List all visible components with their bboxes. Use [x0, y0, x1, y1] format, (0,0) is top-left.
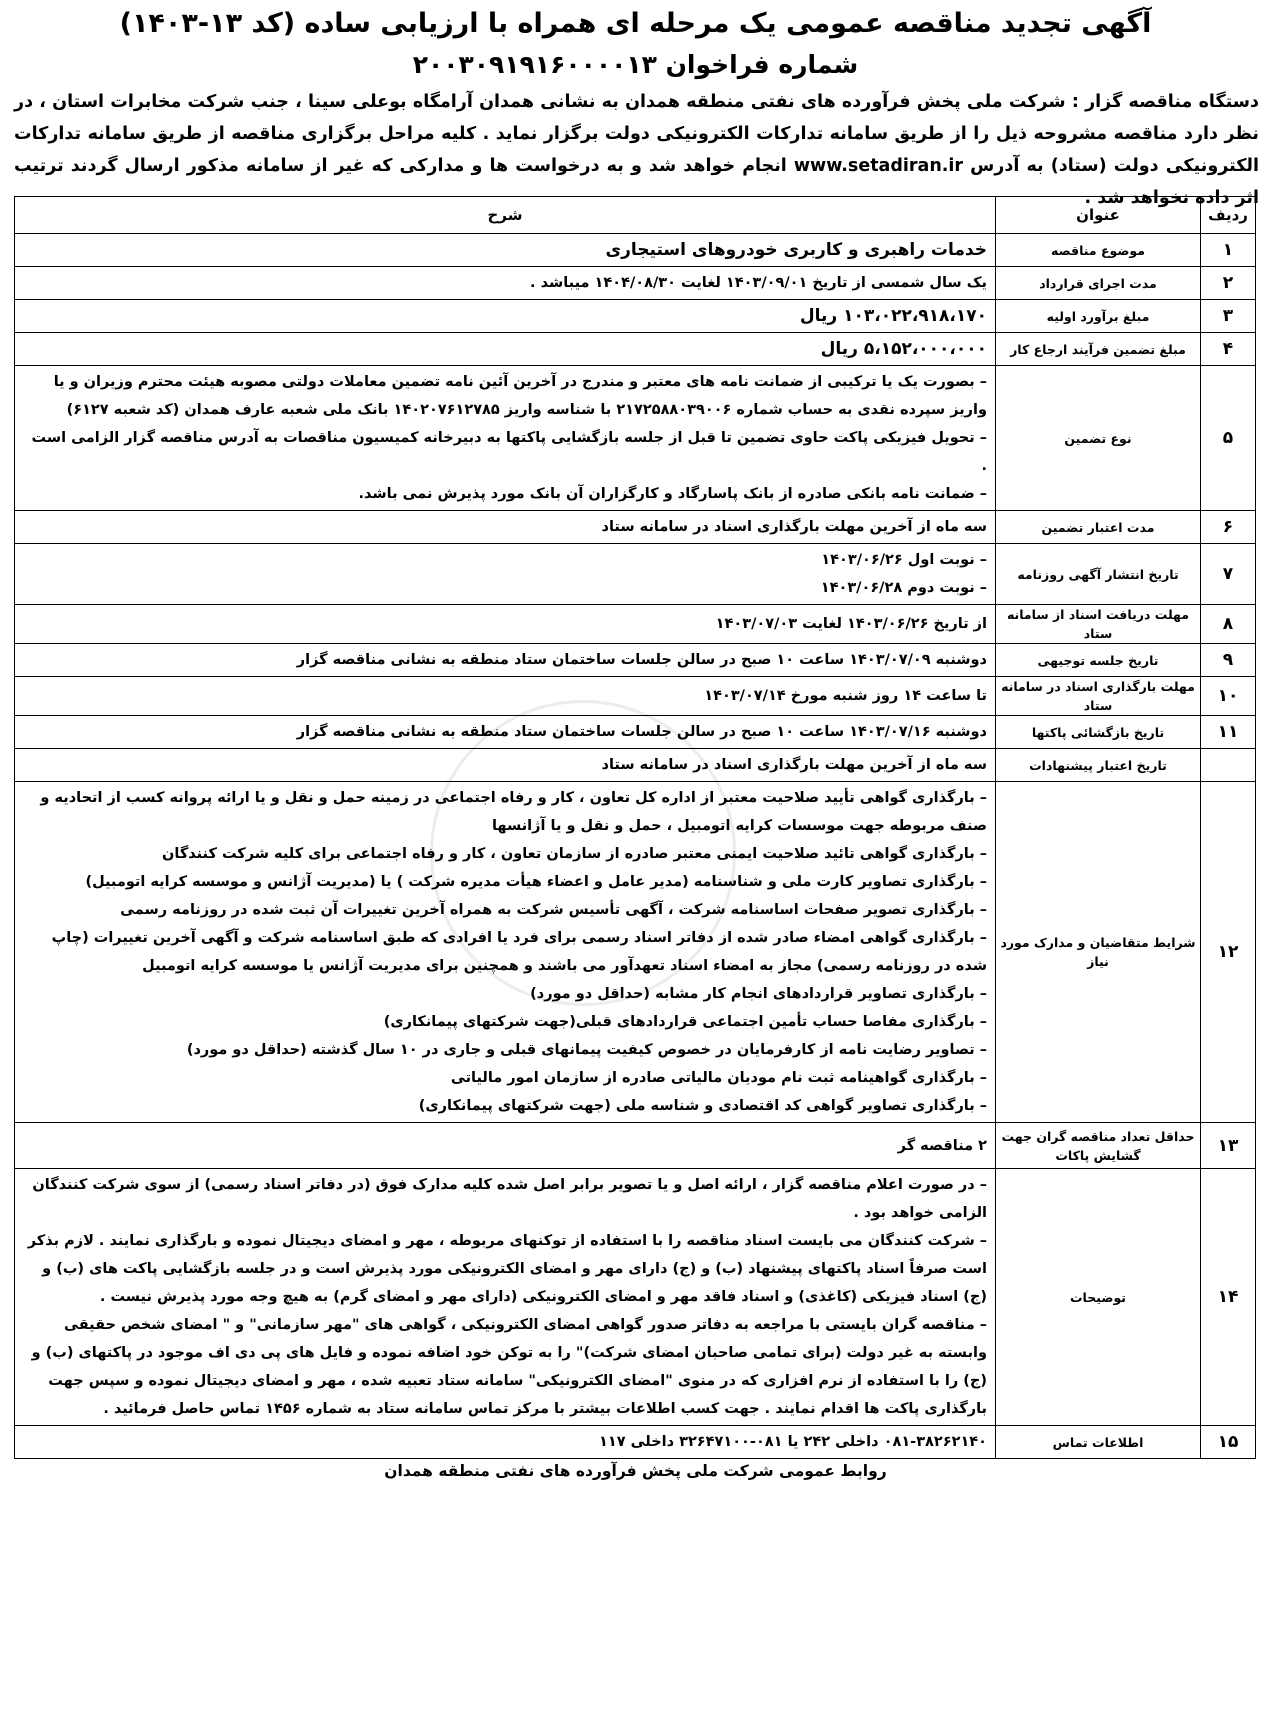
- table-row: [15, 644, 1256, 677]
- description-line: – بارگذاری تصویر صفحات اساسنامه شرکت ، آگهی تأسیس شرکت به همراه آخرین تغییرات آن ثبت شده در روزنامه رسمی: [120, 902, 987, 918]
- table-row: [15, 782, 1256, 1123]
- row-title: تاریخ بازگشائی پاکتها: [996, 716, 1201, 749]
- header-description: شرح: [15, 197, 996, 234]
- table-row: [15, 716, 1256, 749]
- table-row: [15, 234, 1256, 267]
- description-line: – تصاویر رضایت نامه از کارفرمایان در خصوص کیفیت پیمانهای قبلی و جاری در ۱۰ سال گذشته (حداقل دو مورد): [186, 1042, 987, 1058]
- row-number: ۹: [1201, 644, 1256, 677]
- description-line: – تحویل فیزیکی پاکت حاوی تضمین تا قبل از جلسه بازگشایی پاکتها به دبیرخانه کمیسیون مناقصات به آدرس مناقصه گزار الزامی است .: [31, 430, 987, 474]
- description-line: – بارگذاری گواهینامه ثبت نام مودیان مالیاتی صادره از سازمان امور مالیاتی: [450, 1070, 987, 1086]
- table-row: [15, 511, 1256, 544]
- row-title: توضیحات: [996, 1169, 1201, 1426]
- row-description: [15, 1169, 996, 1426]
- table-row: [15, 749, 1256, 782]
- description-line: – شرکت کنندگان می بایست اسناد مناقصه را با استفاده از توکنهای مربوطه ، مهر و امضای دیجیتال نموده و بارگذاری نمایند . لازم بذکر است صرفاً اسناد پاکتهای پیشنهاد (ب) و (ج) دارای مهر و امضای الکترونیکی مورد پذیرش است و در جلسه بازگشایی پاکت های (ب) و (ج) اسناد فیزیکی (کاغذی) و اسناد فاقد مهر و امضای الکترونیکی (دارای مهر و امضای گرم) به هیچ وجه مورد پذیرش نیست .: [27, 1233, 987, 1305]
- intro-paragraph: دستگاه مناقصه گزار : شرکت ملی پخش فرآورده های نفتی منطقه همدان به نشانی همدان آرامگاه بوعلی سینا ، جنب شرکت مخابرات استان ، در نظر دارد مناقصه مشروحه ذیل را از طریق سامانه تدارکات الکترونیکی دولت برگزار نماید . کلیه مراحل برگزاری مناقصه از طریق سامانه تدارکات الکترونیکی دولت (ستاد) به آدرس www.setadiran.ir انجام خواهد شد و به درخواست ها و مدارکی که غیر از سامانه مذکور ارسال گردند ترتیب اثر داده نخواهد شد .: [14, 92, 1259, 208]
- row-title: تاریخ اعتبار پیشنهادات: [996, 749, 1201, 782]
- notice-title: آگهی تجدید مناقصه عمومی یک مرحله ای همراه با ارزیابی ساده (کد ۱۳-۱۴۰۳): [119, 8, 1152, 39]
- table-row: [15, 544, 1256, 605]
- description-line: – در صورت اعلام مناقصه گزار ، ارائه اصل و یا تصویر برابر اصل شده کلیه مدارک فوق (در دفاتر اسناد رسمی) از سوی شرکت کنندگان الزامی خواهد بود .: [32, 1177, 987, 1221]
- table-row: [15, 333, 1256, 366]
- table-header-row: [15, 197, 1256, 234]
- row-title: مدت اعتبار تضمین: [996, 511, 1201, 544]
- description-line: – نوبت دوم ۱۴۰۳/۰۶/۲۸: [820, 580, 987, 596]
- row-title: شرایط متقاضیان و مدارک مورد نیاز: [996, 782, 1201, 1123]
- row-title: مدت اجرای قرارداد: [996, 267, 1201, 300]
- row-title: موضوع مناقصه: [996, 234, 1201, 267]
- description-line: از تاریخ ۱۴۰۳/۰۶/۲۶ لغایت ۱۴۰۳/۰۷/۰۳: [715, 616, 987, 632]
- row-description: [15, 1426, 996, 1459]
- description-line: – بارگذاری گواهی تائید صلاحیت ایمنی معتبر صادره از سازمان تعاون ، کار و رفاه اجتماعی برای کلیه شرکت کنندگان: [162, 846, 987, 862]
- description-line: سه ماه از آخرین مهلت بارگذاری اسناد در سامانه ستاد: [601, 757, 987, 773]
- row-description: [15, 644, 996, 677]
- footer-signature: روابط عمومی شرکت ملی پخش فرآورده های نفتی منطقه همدان: [384, 1462, 887, 1480]
- row-number: ۱۱: [1201, 716, 1256, 749]
- row-description: [15, 267, 996, 300]
- row-number: [1201, 749, 1256, 782]
- header-row-number: ردیف: [1201, 197, 1256, 234]
- row-description: [15, 234, 996, 267]
- table-row: [15, 677, 1256, 716]
- row-number: ۱۲: [1201, 782, 1256, 1123]
- row-title: اطلاعات تماس: [996, 1426, 1201, 1459]
- description-line: یک سال شمسی از تاریخ ۱۴۰۳/۰۹/۰۱ لغایت ۱۴۰۴/۰۸/۳۰ میباشد .: [530, 275, 987, 291]
- row-description: [15, 782, 996, 1123]
- description-line: – بارگذاری تصاویر گواهی کد اقتصادی و شناسه ملی (جهت شرکتهای پیمانکاری): [418, 1098, 987, 1114]
- row-number: ۱۰: [1201, 677, 1256, 716]
- description-line: سه ماه از آخرین مهلت بارگذاری اسناد در سامانه ستاد: [601, 519, 987, 535]
- description-line: – بارگذاری گواهی تأیید صلاحیت معتبر از اداره کل تعاون ، کار و رفاه اجتماعی در زمینه حمل و نقل و یا ارائه پروانه کسب از اتحادیه و صنف مربوطه جهت موسسات کرایه اتومبیل ، حمل و نقل و یا آژانسها: [40, 790, 987, 834]
- table-row: [15, 300, 1256, 333]
- row-description: [15, 544, 996, 605]
- description-line: ۰۸۱-۳۸۲۶۲۱۴۰ داخلی ۲۴۲ یا ۰۸۱-۳۲۶۴۷۱۰۰ داخلی ۱۱۷: [599, 1434, 987, 1450]
- row-description: [15, 300, 996, 333]
- row-number: ۶: [1201, 511, 1256, 544]
- row-title: مهلت دریافت اسناد از سامانه ستاد: [996, 605, 1201, 644]
- row-number: ۵: [1201, 366, 1256, 511]
- description-line: ۲ مناقصه گر: [897, 1137, 987, 1154]
- description-line: – بارگذاری تصاویر قراردادهای انجام کار مشابه (حداقل دو مورد): [530, 986, 987, 1002]
- row-number: ۲: [1201, 267, 1256, 300]
- description-line: دوشنبه ۱۴۰۳/۰۷/۱۶ ساعت ۱۰ صبح در سالن جلسات ساختمان ستاد منطقه به نشانی مناقصه گزار: [296, 724, 987, 740]
- row-title: مبلغ تضمین فرآیند ارجاع کار: [996, 333, 1201, 366]
- row-number: ۸: [1201, 605, 1256, 644]
- description-line: – نوبت اول ۱۴۰۳/۰۶/۲۶: [821, 552, 987, 568]
- row-description: [15, 749, 996, 782]
- description-line: تا ساعت ۱۴ روز شنبه مورخ ۱۴۰۳/۰۷/۱۴: [704, 688, 987, 704]
- row-title: تاریخ انتشار آگهی روزنامه: [996, 544, 1201, 605]
- row-number: ۱۳: [1201, 1123, 1256, 1169]
- table-row: [15, 366, 1256, 511]
- description-line: – بارگذاری تصاویر کارت ملی و شناسنامه (مدیر عامل و اعضاء هیأت مدیره شرکت ) یا (مدیریت آژانس و موسسه کرایه اتومبیل): [85, 874, 987, 890]
- description-line: ۱۰۳،۰۲۲،۹۱۸،۱۷۰ ریال: [799, 306, 987, 326]
- row-number: ۱۴: [1201, 1169, 1256, 1426]
- row-title: مهلت بارگذاری اسناد در سامانه ستاد: [996, 677, 1201, 716]
- row-number: ۳: [1201, 300, 1256, 333]
- row-number: ۴: [1201, 333, 1256, 366]
- row-description: [15, 677, 996, 716]
- description-line: – بارگذاری گواهی امضاء صادر شده از دفاتر اسناد رسمی برای فرد یا افرادی که طبق اساسنامه شرکت و آگهی آخرین تغییرات (چاپ شده در روزنامه رسمی) مجاز به امضاء اسناد تعهدآور می باشند و همچنین برای مدیریت آژانس یا موسسه کرایه اتومبیل: [51, 930, 987, 974]
- row-description: [15, 366, 996, 511]
- call-number: شماره فراخوان ۲۰۰۳۰۹۱۹۱۶۰۰۰۰۱۳: [412, 50, 859, 79]
- description-line: خدمات راهبری و کاربری خودروهای استیجاری: [605, 240, 987, 260]
- table-row: [15, 605, 1256, 644]
- description-line: – مناقصه گران بایستی با مراجعه به دفاتر صدور گواهی امضای الکترونیکی ، گواهی های "مهر سازمانی" و " امضای شخص حقیقی وابسته به غیر دولت (برای تمامی صاحبان امضای شرکت)" را به توکن خود اضافه نموده و فایل های پی دی اف موجود در پاکتهای (ب) و (ج) را با استفاده از نرم افزاری که در منوی "امضای الکترونیکی" سامانه ستاد تعبیه شده ، مهر و امضای دیجیتال نموده و سپس جهت بارگذاری پاکت ها اقدام نمایند . جهت کسب اطلاعات بیشتر با مرکز تماس سامانه ستاد به شماره ۱۴۵۶ تماس حاصل فرمائید .: [31, 1317, 987, 1417]
- header-title: عنوان: [996, 197, 1201, 234]
- table-body: [15, 234, 1256, 1459]
- row-number: ۱۵: [1201, 1426, 1256, 1459]
- row-description: [15, 605, 996, 644]
- row-title: مبلغ برآورد اولیه: [996, 300, 1201, 333]
- row-number: ۱: [1201, 234, 1256, 267]
- row-number: ۷: [1201, 544, 1256, 605]
- description-line: – بارگذاری مفاصا حساب تأمین اجتماعی قراردادهای قبلی(جهت شرکتهای پیمانکاری): [383, 1014, 987, 1030]
- row-title: حداقل تعداد مناقصه گران جهت گشایش پاکات: [996, 1123, 1201, 1169]
- row-title: نوع تضمین: [996, 366, 1201, 511]
- row-title: تاریخ جلسه توجیهی: [996, 644, 1201, 677]
- description-line: – بصورت یک یا ترکیبی از ضمانت نامه های معتبر و مندرج در آخرین آئین نامه تضمین معاملات دولتی مصوبه هیئت محترم وزیران و یا واریز سپرده نقدی به حساب شماره ۲۱۷۲۵۸۸۰۳۹۰۰۶ با شناسه واریز ۱۴۰۲۰۷۶۱۲۷۸۵ بانک ملی شعبه عارف همدان (کد شعبه ۶۱۲۷): [53, 374, 987, 418]
- table-row: [15, 1169, 1256, 1426]
- row-description: [15, 716, 996, 749]
- table-row: [15, 1426, 1256, 1459]
- row-description: [15, 1123, 996, 1169]
- description-line: دوشنبه ۱۴۰۳/۰۷/۰۹ ساعت ۱۰ صبح در سالن جلسات ساختمان ستاد منطقه به نشانی مناقصه گزار: [296, 652, 987, 668]
- row-description: [15, 333, 996, 366]
- row-description: [15, 511, 996, 544]
- table-row: [15, 1123, 1256, 1169]
- table-row: [15, 267, 1256, 300]
- description-line: ۵،۱۵۲،۰۰۰،۰۰۰ ریال: [820, 339, 987, 359]
- tender-details-table: [14, 196, 1256, 1459]
- description-line: – ضمانت نامه بانکی صادره از بانک پاسارگاد و کارگزاران آن بانک مورد پذیرش نمی باشد.: [358, 486, 987, 502]
